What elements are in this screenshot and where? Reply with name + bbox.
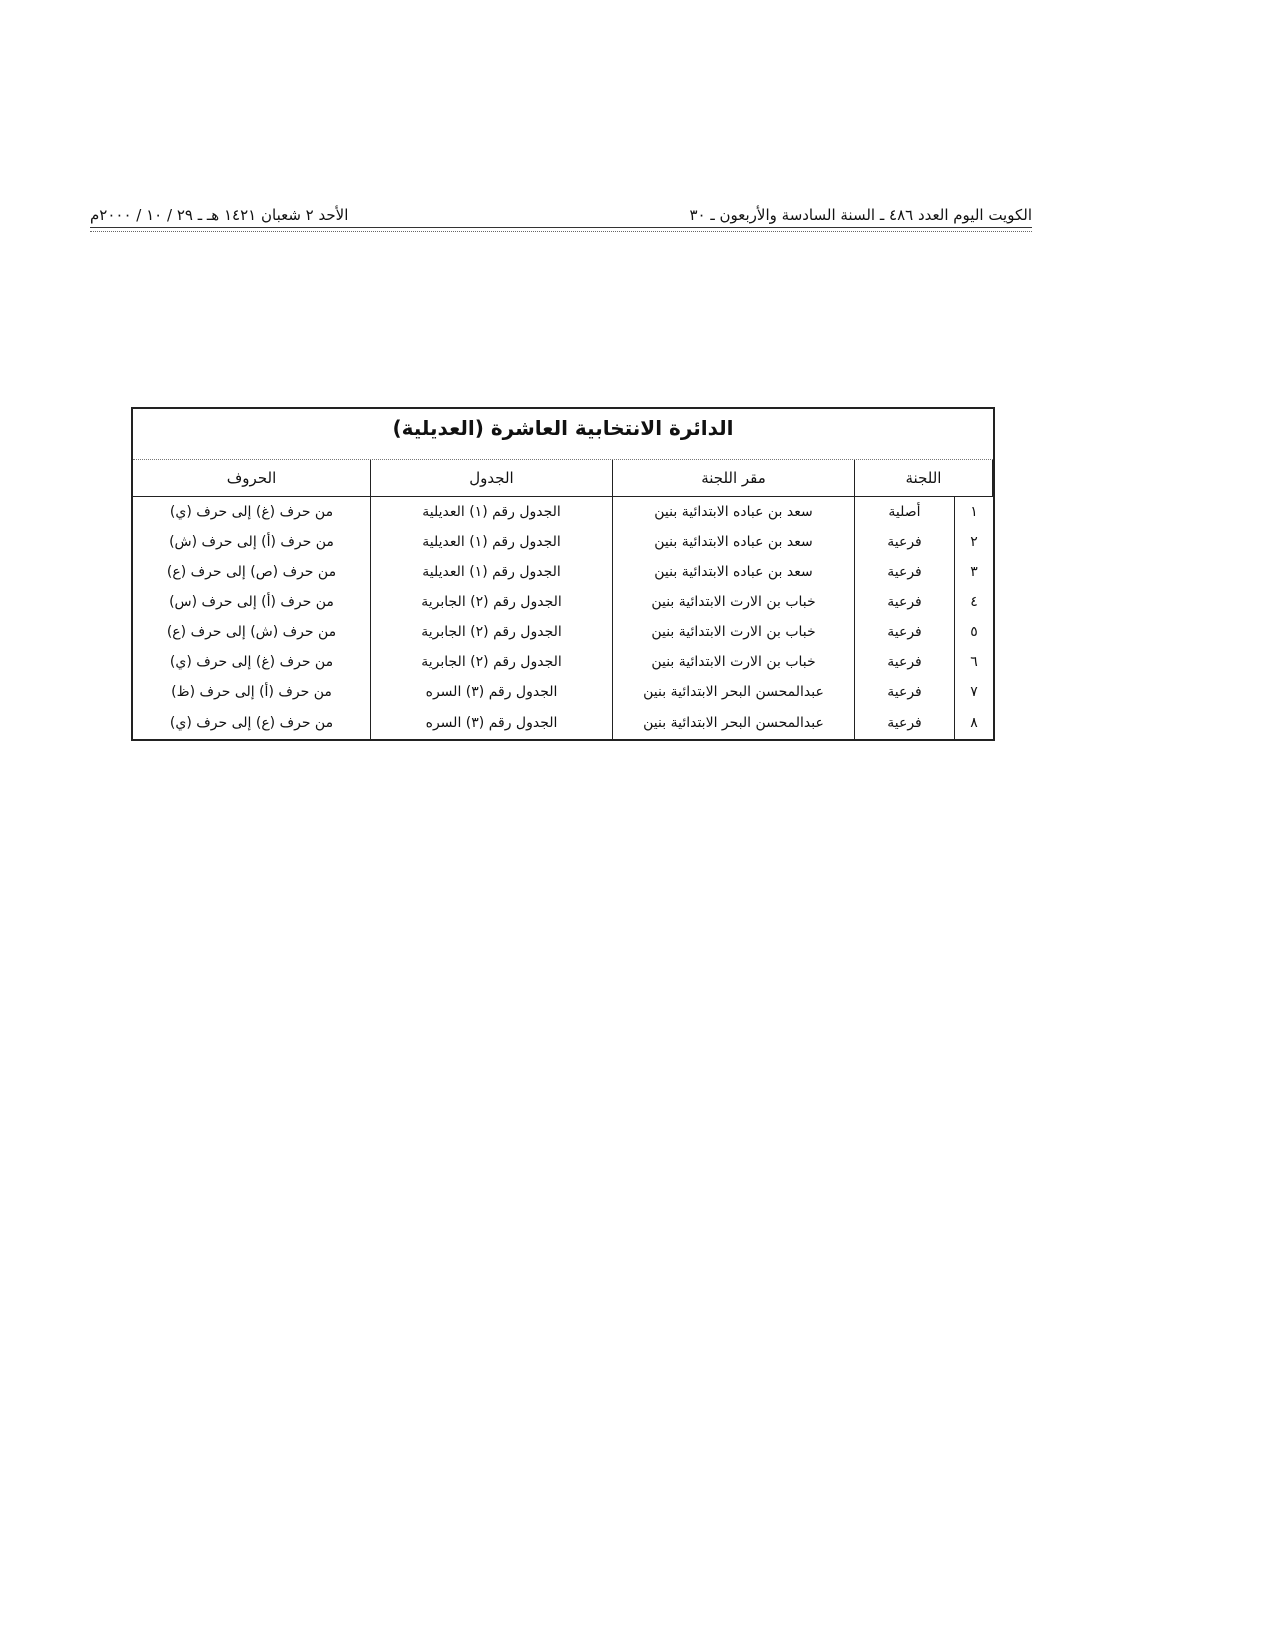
row-number: ٦ — [970, 654, 978, 670]
row-number: ٣ — [970, 564, 978, 580]
voter-table: الجدول رقم (٢) الجابرية — [371, 587, 613, 617]
table-row — [133, 707, 993, 739]
letter-range: من حرف (ص) إلى حرف (ع) — [133, 557, 371, 587]
voter-table: الجدول رقم (٣) السره — [371, 707, 613, 739]
voter-table: الجدول رقم (٢) الجابرية — [371, 617, 613, 647]
committee-type: أصلية — [855, 497, 955, 527]
header-table: الجدول — [371, 460, 613, 496]
letter-range: من حرف (أ) إلى حرف (س) — [133, 587, 371, 617]
voter-table: الجدول رقم (٢) الجابرية — [371, 647, 613, 677]
committee-seat: خباب بن الارت الابتدائية بنين — [613, 647, 855, 677]
row-number: ١ — [970, 504, 978, 520]
committee-seat: سعد بن عباده الابتدائية بنين — [613, 497, 855, 527]
committee-type: فرعية — [855, 677, 955, 707]
committee-type: فرعية — [855, 527, 955, 557]
table-title: الدائرة الانتخابية العاشرة (العديلية) — [133, 409, 993, 460]
header-committee: اللجنة — [855, 460, 993, 496]
row-number: ٧ — [970, 684, 978, 700]
letter-range: من حرف (ش) إلى حرف (ع) — [133, 617, 371, 647]
table-row — [133, 527, 993, 557]
committee-seat: سعد بن عباده الابتدائية بنين — [613, 527, 855, 557]
voter-table: الجدول رقم (١) العديلية — [371, 527, 613, 557]
committee-seat: خباب بن الارت الابتدائية بنين — [613, 587, 855, 617]
table-row — [133, 557, 993, 587]
committee-seat: عبدالمحسن البحر الابتدائية بنين — [613, 707, 855, 739]
voter-table: الجدول رقم (٣) السره — [371, 677, 613, 707]
table-row — [133, 617, 993, 647]
header-seat: مقر اللجنة — [613, 460, 855, 496]
page-header — [90, 200, 1032, 228]
committee-type: فرعية — [855, 707, 955, 739]
table-row — [133, 497, 993, 527]
table-row — [133, 587, 993, 617]
header-letters: الحروف — [133, 460, 371, 496]
letter-range: من حرف (غ) إلى حرف (ي) — [133, 497, 371, 527]
committee-type: فرعية — [855, 647, 955, 677]
table-header-row — [133, 460, 993, 497]
letter-range: من حرف (ع) إلى حرف (ي) — [133, 707, 371, 739]
committee-seat: خباب بن الارت الابتدائية بنين — [613, 617, 855, 647]
committee-seat: عبدالمحسن البحر الابتدائية بنين — [613, 677, 855, 707]
letter-range: من حرف (غ) إلى حرف (ي) — [133, 647, 371, 677]
header-publication-info: الكويت اليوم العدد ٤٨٦ ـ السنة السادسة والأربعون ـ ٣٠ — [689, 206, 1032, 224]
row-number: ٥ — [970, 624, 978, 640]
committee-seat: سعد بن عباده الابتدائية بنين — [613, 557, 855, 587]
row-number: ٨ — [970, 715, 978, 731]
voter-table: الجدول رقم (١) العديلية — [371, 497, 613, 527]
table-row — [133, 677, 993, 707]
row-number: ٢ — [970, 534, 978, 550]
voter-table: الجدول رقم (١) العديلية — [371, 557, 613, 587]
committee-type: فرعية — [855, 617, 955, 647]
letter-range: من حرف (أ) إلى حرف (ظ) — [133, 677, 371, 707]
letter-range: من حرف (أ) إلى حرف (ش) — [133, 527, 371, 557]
election-district-table — [131, 407, 995, 741]
committee-type: فرعية — [855, 557, 955, 587]
table-row — [133, 647, 993, 677]
row-number: ٤ — [970, 594, 978, 610]
table-body — [133, 497, 993, 739]
committee-type: فرعية — [855, 587, 955, 617]
header-date: الأحد ٢ شعبان ١٤٢١ هـ ـ ٢٩ / ١٠ / ٢٠٠٠م — [90, 206, 349, 224]
